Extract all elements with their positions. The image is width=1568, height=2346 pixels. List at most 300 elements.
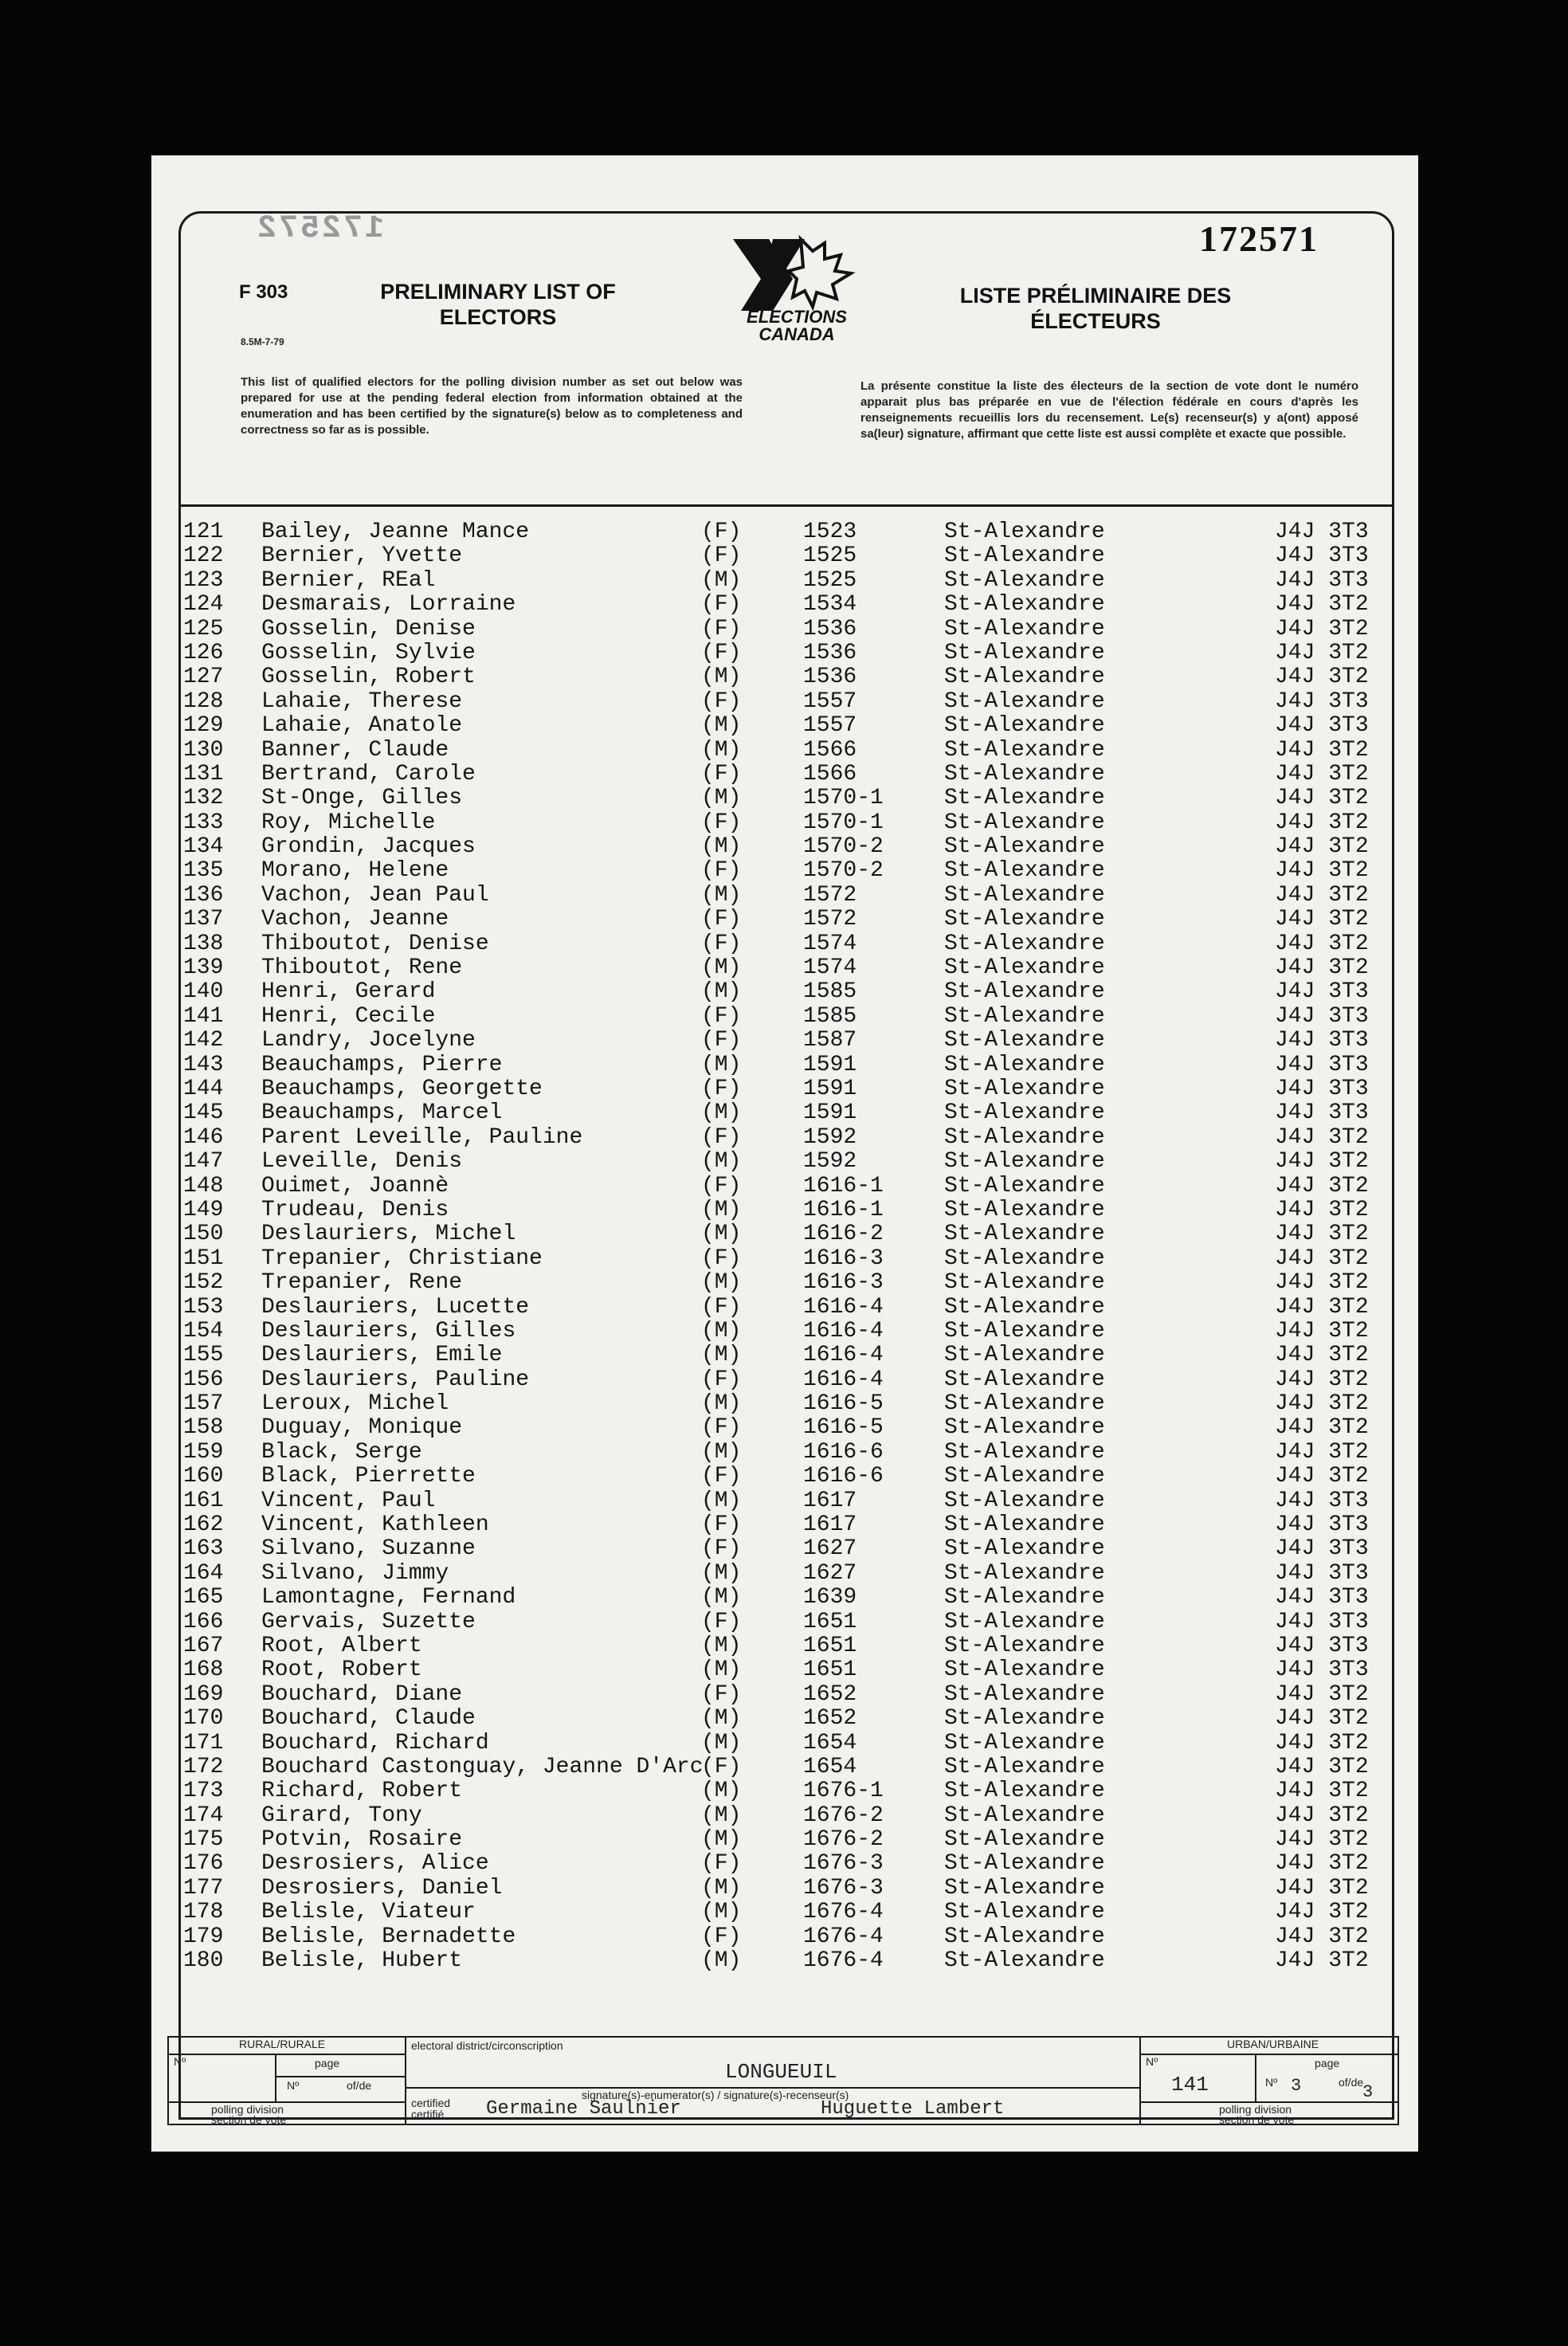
elector-name: Belisle, Hubert (261, 1948, 463, 1974)
enumerator-2-signature: Huguette Lambert (821, 2098, 1005, 2120)
elector-number: 179 (183, 1924, 224, 1949)
elector-name: Black, Serge (261, 1439, 422, 1465)
elector-street: St-Alexandre (944, 688, 1105, 714)
elector-postal-code: J4J 3T2 (1275, 834, 1369, 860)
elector-civic-number: 1627 (803, 1536, 857, 1562)
elector-street: St-Alexandre (944, 1028, 1105, 1053)
elector-civic-number: 1676-4 (803, 1948, 884, 1974)
elector-sex: (F) (701, 1003, 742, 1029)
elector-postal-code: J4J 3T3 (1275, 1488, 1369, 1513)
elector-row (183, 618, 1394, 641)
certified-label-1: certified (411, 2097, 451, 2109)
elector-postal-code: J4J 3T2 (1275, 1754, 1369, 1779)
elector-civic-number: 1617 (803, 1512, 857, 1538)
elector-street: St-Alexandre (944, 1900, 1105, 1925)
footer-block (167, 2036, 1399, 2125)
elector-number: 132 (183, 786, 224, 811)
elector-number: 164 (183, 1560, 224, 1586)
urban-divider-v (1255, 2054, 1256, 2103)
elector-row (183, 1756, 1394, 1779)
elector-civic-number: 1616-4 (803, 1294, 884, 1320)
urban-page-value: 3 (1291, 2076, 1302, 2096)
elector-row (183, 569, 1394, 593)
elector-postal-code: J4J 3T2 (1275, 616, 1369, 641)
elector-name: Duguay, Monique (261, 1415, 463, 1441)
elector-row (183, 932, 1394, 956)
elector-street: St-Alexandre (944, 567, 1105, 593)
elector-number: 134 (183, 834, 224, 860)
elector-civic-number: 1616-3 (803, 1270, 884, 1296)
elector-civic-number: 1639 (803, 1585, 857, 1610)
elector-row (183, 1296, 1394, 1320)
elector-number: 167 (183, 1633, 224, 1658)
elector-street: St-Alexandre (944, 1754, 1105, 1779)
elector-row (183, 1513, 1394, 1537)
intro-english: This list of qualified electors for the polling division number as set out below was prepared for use at the pending federal election from information obtained at the enumeration and has been certified by the signature(s) below as to completeness and correctness so far as is possible. (241, 375, 743, 437)
elector-number: 180 (183, 1948, 224, 1974)
elector-number: 149 (183, 1197, 224, 1222)
elector-sex: (M) (701, 1560, 742, 1586)
elector-civic-number: 1525 (803, 567, 857, 593)
rural-divider-h (275, 2076, 406, 2077)
elector-street: St-Alexandre (944, 1464, 1105, 1489)
elector-street: St-Alexandre (944, 1270, 1105, 1296)
elector-number: 163 (183, 1536, 224, 1562)
elector-row (183, 1029, 1394, 1053)
elector-postal-code: J4J 3T3 (1275, 1028, 1369, 1053)
elector-sex: (F) (701, 1367, 742, 1392)
elector-civic-number: 1592 (803, 1124, 857, 1150)
elector-number: 173 (183, 1779, 224, 1804)
rural-page-no-label: Nº (287, 2079, 300, 2092)
elector-postal-code: J4J 3T2 (1275, 1415, 1369, 1441)
elector-postal-code: J4J 3T2 (1275, 1730, 1369, 1756)
elector-sex: (F) (701, 1124, 742, 1150)
elector-postal-code: J4J 3T2 (1275, 1851, 1369, 1877)
elector-street: St-Alexandre (944, 1149, 1105, 1175)
enumerator-1-signature: Germaine Saulnier (486, 2098, 681, 2120)
elector-civic-number: 1566 (803, 761, 857, 787)
elector-civic-number: 1676-4 (803, 1924, 884, 1949)
elector-postal-code: J4J 3T2 (1275, 1779, 1369, 1804)
elector-civic-number: 1557 (803, 688, 857, 714)
elector-name: Bailey, Jeanne Mance (261, 520, 530, 544)
elector-name: Potvin, Rosaire (261, 1827, 463, 1853)
elector-sex: (F) (701, 1173, 742, 1198)
elector-postal-code: J4J 3T2 (1275, 1270, 1369, 1296)
elector-row (183, 1877, 1394, 1901)
elector-name: Silvano, Jimmy (261, 1560, 449, 1586)
elector-sex: (F) (701, 931, 742, 956)
elector-row (183, 835, 1394, 859)
elector-postal-code: J4J 3T3 (1275, 1052, 1369, 1077)
elector-civic-number: 1574 (803, 931, 857, 956)
elector-civic-number: 1534 (803, 592, 857, 618)
stub-number: 172572 (255, 211, 385, 247)
elector-civic-number: 1566 (803, 737, 857, 763)
elector-row (183, 665, 1394, 689)
elector-street: St-Alexandre (944, 1851, 1105, 1877)
urban-label: URBAN/URBAINE (1227, 2038, 1319, 2050)
elector-postal-code: J4J 3T3 (1275, 1633, 1369, 1658)
elector-civic-number: 1676-2 (803, 1803, 884, 1828)
elector-number: 137 (183, 907, 224, 932)
elector-street: St-Alexandre (944, 1246, 1105, 1271)
elector-sex: (F) (701, 1415, 742, 1441)
elector-row (183, 811, 1394, 835)
elector-civic-number: 1585 (803, 979, 857, 1005)
elector-sex: (F) (701, 761, 742, 787)
elector-number: 143 (183, 1052, 224, 1077)
elector-row (183, 1175, 1394, 1198)
district-label: electoral district/circonscription (411, 2039, 563, 2052)
elector-name: Vincent, Paul (261, 1488, 436, 1513)
elector-street: St-Alexandre (944, 834, 1105, 860)
elector-postal-code: J4J 3T3 (1275, 688, 1369, 714)
elector-postal-code: J4J 3T2 (1275, 1367, 1369, 1392)
elector-name: Lahaie, Therese (261, 688, 463, 714)
elector-street: St-Alexandre (944, 592, 1105, 618)
elector-civic-number: 1587 (803, 1028, 857, 1053)
elector-postal-code: J4J 3T3 (1275, 1003, 1369, 1029)
elector-postal-code: J4J 3T2 (1275, 592, 1369, 618)
elector-street: St-Alexandre (944, 1633, 1105, 1658)
elector-sex: (F) (701, 1512, 742, 1538)
elector-number: 150 (183, 1222, 224, 1247)
elector-civic-number: 1676-4 (803, 1900, 884, 1925)
elector-row (183, 714, 1394, 738)
elector-number: 121 (183, 520, 224, 544)
elector-number: 125 (183, 616, 224, 641)
elector-street: St-Alexandre (944, 761, 1105, 787)
elector-street: St-Alexandre (944, 931, 1105, 956)
elector-postal-code: J4J 3T3 (1275, 1512, 1369, 1538)
elector-street: St-Alexandre (944, 737, 1105, 763)
elector-civic-number: 1652 (803, 1706, 857, 1732)
elector-street: St-Alexandre (944, 1197, 1105, 1222)
elector-postal-code: J4J 3T2 (1275, 810, 1369, 835)
elector-postal-code: J4J 3T2 (1275, 1246, 1369, 1271)
elector-sex: (F) (701, 592, 742, 618)
urban-divider (1139, 2054, 1399, 2055)
urban-of-label: of/de (1339, 2076, 1364, 2089)
elector-postal-code: J4J 3T2 (1275, 1948, 1369, 1974)
elector-number: 136 (183, 882, 224, 908)
elector-postal-code: J4J 3T2 (1275, 1439, 1369, 1465)
elector-sex: (M) (701, 1900, 742, 1925)
elector-postal-code: J4J 3T3 (1275, 1585, 1369, 1610)
elector-sex: (M) (701, 1100, 742, 1126)
elector-civic-number: 1585 (803, 1003, 857, 1029)
elector-sex: (F) (701, 520, 742, 544)
elector-name: Henri, Gerard (261, 979, 436, 1005)
elector-sex: (F) (701, 1924, 742, 1949)
elector-civic-number: 1616-5 (803, 1415, 884, 1441)
elector-number: 169 (183, 1681, 224, 1707)
elector-civic-number: 1557 (803, 713, 857, 739)
elector-name: Girard, Tony (261, 1803, 422, 1828)
elector-row (183, 1852, 1394, 1876)
elector-name: Gervais, Suzette (261, 1609, 476, 1634)
elector-street: St-Alexandre (944, 1391, 1105, 1417)
elector-street: St-Alexandre (944, 543, 1105, 569)
elector-sex: (M) (701, 1391, 742, 1417)
elector-name: Ouimet, Joannè (261, 1173, 449, 1198)
elector-row (183, 980, 1394, 1004)
elector-civic-number: 1651 (803, 1658, 857, 1683)
elector-civic-number: 1676-3 (803, 1851, 884, 1877)
elector-sex: (M) (701, 786, 742, 811)
urban-page-no-label: Nº (1265, 2076, 1278, 2089)
elector-sex: (M) (701, 1658, 742, 1683)
elector-street: St-Alexandre (944, 907, 1105, 932)
elector-row (183, 884, 1394, 908)
elector-row (183, 1489, 1394, 1513)
elector-row (183, 1441, 1394, 1465)
elector-civic-number: 1652 (803, 1681, 857, 1707)
elector-row (183, 1271, 1394, 1295)
elector-row (183, 1126, 1394, 1150)
elector-number: 177 (183, 1875, 224, 1901)
elector-row (183, 1392, 1394, 1416)
elector-name: Desrosiers, Alice (261, 1851, 489, 1877)
elector-sex: (M) (701, 1779, 742, 1804)
elector-postal-code: J4J 3T2 (1275, 1197, 1369, 1222)
elector-number: 131 (183, 761, 224, 787)
elector-postal-code: J4J 3T2 (1275, 1681, 1369, 1707)
elector-civic-number: 1676-3 (803, 1875, 884, 1901)
elector-name: Silvano, Suzanne (261, 1536, 476, 1562)
elector-sex: (F) (701, 1246, 742, 1271)
elector-postal-code: J4J 3T2 (1275, 1343, 1369, 1368)
elector-sex: (M) (701, 567, 742, 593)
elector-sex: (M) (701, 737, 742, 763)
elector-street: St-Alexandre (944, 640, 1105, 665)
document-sheet (151, 155, 1418, 2152)
elector-sex: (M) (701, 1730, 742, 1756)
elector-number: 147 (183, 1149, 224, 1175)
elector-postal-code: J4J 3T3 (1275, 1609, 1369, 1634)
elector-postal-code: J4J 3T2 (1275, 955, 1369, 981)
elector-name: Parent Leveille, Pauline (261, 1124, 583, 1150)
elector-name: Deslauriers, Gilles (261, 1318, 516, 1344)
elector-number: 166 (183, 1609, 224, 1634)
elector-row (183, 1634, 1394, 1658)
elector-civic-number: 1570-1 (803, 786, 884, 811)
elector-name: Roy, Michelle (261, 810, 436, 835)
elector-sex: (F) (701, 1028, 742, 1053)
elector-sex: (M) (701, 1270, 742, 1296)
elector-row (183, 1804, 1394, 1828)
elector-postal-code: J4J 3T3 (1275, 1100, 1369, 1126)
elector-sex: (M) (701, 1439, 742, 1465)
elector-name: St-Onge, Gilles (261, 786, 463, 811)
elector-civic-number: 1616-1 (803, 1173, 884, 1198)
elector-postal-code: J4J 3T2 (1275, 1875, 1369, 1901)
elector-number: 133 (183, 810, 224, 835)
elector-number: 172 (183, 1754, 224, 1779)
elector-civic-number: 1536 (803, 665, 857, 690)
elector-number: 162 (183, 1512, 224, 1538)
elector-row (183, 1901, 1394, 1924)
elector-name: Vachon, Jean Paul (261, 882, 489, 908)
elector-street: St-Alexandre (944, 1875, 1105, 1901)
elector-row (183, 1053, 1394, 1077)
elector-sex: (F) (701, 1851, 742, 1877)
elector-sex: (M) (701, 1149, 742, 1175)
elector-name: Root, Robert (261, 1658, 422, 1683)
elector-sex: (F) (701, 1464, 742, 1489)
elector-street: St-Alexandre (944, 1803, 1105, 1828)
elector-number: 161 (183, 1488, 224, 1513)
elector-sex: (F) (701, 1681, 742, 1707)
elector-name: Vachon, Jeanne (261, 907, 449, 932)
elector-civic-number: 1627 (803, 1560, 857, 1586)
elector-number: 151 (183, 1246, 224, 1271)
urban-polling-label-1: polling division (1219, 2103, 1292, 2116)
elector-sex: (M) (701, 1052, 742, 1077)
rural-divider (167, 2054, 406, 2055)
elector-sex: (M) (701, 1803, 742, 1828)
logo-text: ELECTIONS CANADA (747, 307, 847, 344)
elector-street: St-Alexandre (944, 1827, 1105, 1853)
elector-street: St-Alexandre (944, 1124, 1105, 1150)
elector-name: Thiboutot, Denise (261, 931, 489, 956)
urban-page-label: page (1315, 2057, 1340, 2069)
elector-row (183, 1198, 1394, 1222)
elector-sex: (M) (701, 1318, 742, 1344)
elector-number: 165 (183, 1585, 224, 1610)
elector-number: 145 (183, 1100, 224, 1126)
elector-row (183, 763, 1394, 787)
elector-row (183, 1779, 1394, 1803)
elector-number: 126 (183, 640, 224, 665)
elector-sex: (F) (701, 907, 742, 932)
elector-postal-code: J4J 3T2 (1275, 1173, 1369, 1198)
elector-civic-number: 1570-1 (803, 810, 884, 835)
elector-sex: (M) (701, 713, 742, 739)
elector-number: 135 (183, 858, 224, 884)
header-separator (178, 504, 1394, 507)
elector-number: 174 (183, 1803, 224, 1828)
elector-name: Bouchard Castonguay, Jeanne D'Arc (261, 1754, 704, 1779)
elector-number: 140 (183, 979, 224, 1005)
elector-number: 139 (183, 955, 224, 981)
elector-name: Grondin, Jacques (261, 834, 476, 860)
elector-street: St-Alexandre (944, 1367, 1105, 1392)
elector-row (183, 544, 1394, 568)
elector-name: Trepanier, Rene (261, 1270, 463, 1296)
elector-civic-number: 1676-2 (803, 1827, 884, 1853)
elector-civic-number: 1525 (803, 543, 857, 569)
elector-number: 122 (183, 543, 224, 569)
elector-civic-number: 1591 (803, 1100, 857, 1126)
elector-street: St-Alexandre (944, 1779, 1105, 1804)
elector-sex: (F) (701, 1536, 742, 1562)
elector-postal-code: J4J 3T2 (1275, 1149, 1369, 1175)
elector-row (183, 1368, 1394, 1392)
elector-postal-code: J4J 3T2 (1275, 640, 1369, 665)
urban-polling-label-2: section de vote (1219, 2113, 1295, 2126)
elector-postal-code: J4J 3T3 (1275, 1658, 1369, 1683)
signature-label: signature(s)-enumerator(s) / signature(s)-recenseur(s) (582, 2089, 849, 2101)
elector-name: Deslauriers, Michel (261, 1222, 516, 1247)
elector-number: 171 (183, 1730, 224, 1756)
elector-street: St-Alexandre (944, 1415, 1105, 1441)
elector-street: St-Alexandre (944, 1294, 1105, 1320)
elector-postal-code: J4J 3T3 (1275, 979, 1369, 1005)
elector-number: 148 (183, 1173, 224, 1198)
elector-street: St-Alexandre (944, 882, 1105, 908)
elector-street: St-Alexandre (944, 955, 1105, 981)
elector-postal-code: J4J 3T2 (1275, 858, 1369, 884)
elector-postal-code: J4J 3T2 (1275, 665, 1369, 690)
elector-number: 175 (183, 1827, 224, 1853)
elector-sex: (F) (701, 1294, 742, 1320)
elector-street: St-Alexandre (944, 1706, 1105, 1732)
elector-row (183, 1683, 1394, 1707)
elector-row (183, 1247, 1394, 1271)
urban-of-value: 3 (1362, 2082, 1374, 2102)
elector-name: Banner, Claude (261, 737, 449, 763)
elector-street: St-Alexandre (944, 1439, 1105, 1465)
elector-number: 154 (183, 1318, 224, 1344)
elector-name: Lamontagne, Fernand (261, 1585, 516, 1610)
elector-street: St-Alexandre (944, 1100, 1105, 1126)
elector-street: St-Alexandre (944, 1585, 1105, 1610)
elector-name: Beauchamps, Marcel (261, 1100, 503, 1126)
elector-name: Gosselin, Sylvie (261, 640, 476, 665)
elector-name: Henri, Cecile (261, 1003, 436, 1029)
elector-postal-code: J4J 3T2 (1275, 1294, 1369, 1320)
elector-row (183, 641, 1394, 665)
elector-postal-code: J4J 3T2 (1275, 737, 1369, 763)
elector-row (183, 1320, 1394, 1344)
elector-civic-number: 1651 (803, 1609, 857, 1634)
elector-number: 176 (183, 1851, 224, 1877)
elector-sex: (F) (701, 1609, 742, 1634)
elector-name: Desmarais, Lorraine (261, 592, 516, 618)
elector-street: St-Alexandre (944, 1560, 1105, 1586)
elector-number: 127 (183, 665, 224, 690)
elector-number: 128 (183, 688, 224, 714)
elector-row (183, 1562, 1394, 1586)
elector-row (183, 1732, 1394, 1756)
elector-street: St-Alexandre (944, 665, 1105, 690)
elector-name: Bertrand, Carole (261, 761, 476, 787)
elector-name: Gosselin, Robert (261, 665, 476, 690)
elector-row (183, 1222, 1394, 1246)
elector-sex: (M) (701, 1488, 742, 1513)
elector-postal-code: J4J 3T2 (1275, 1924, 1369, 1949)
elector-number: 129 (183, 713, 224, 739)
elector-number: 155 (183, 1343, 224, 1368)
elector-street: St-Alexandre (944, 810, 1105, 835)
elector-row (183, 1101, 1394, 1125)
elector-number: 124 (183, 592, 224, 618)
elector-name: Morano, Helene (261, 858, 449, 884)
elector-number: 178 (183, 1900, 224, 1925)
elector-name: Trudeau, Denis (261, 1197, 449, 1222)
elector-civic-number: 1654 (803, 1754, 857, 1779)
elector-street: St-Alexandre (944, 979, 1105, 1005)
elector-row (183, 1077, 1394, 1101)
elector-row (183, 787, 1394, 810)
elector-postal-code: J4J 3T3 (1275, 567, 1369, 593)
elector-number: 158 (183, 1415, 224, 1441)
elector-name: Leveille, Denis (261, 1149, 463, 1175)
elector-sex: (M) (701, 979, 742, 1005)
